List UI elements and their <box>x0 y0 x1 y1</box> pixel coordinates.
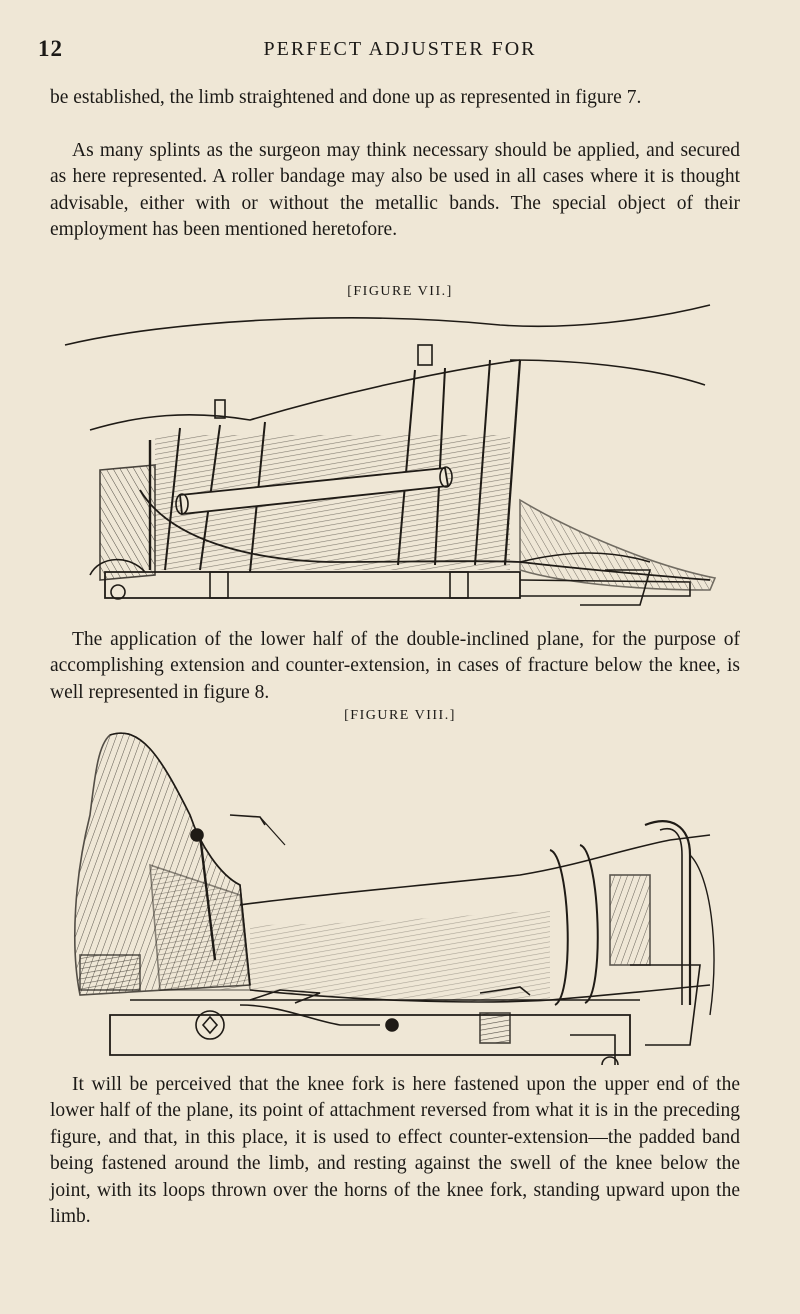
paragraph-knee-fork <box>50 1072 740 1230</box>
figure-7-caption: [FIGURE VII.] <box>347 284 453 299</box>
figure-7-illustration <box>50 300 750 615</box>
figure-8-caption: [FIGURE VIII.] <box>344 708 456 723</box>
paragraph-knee-fork-text: It will be perceived that the knee fork is here fastened upon the upper end of the lower half of the plane, its point of attachment reversed from what it is in the preceding figure, and that, in this place, it is used to effect counter-extension—the padded band being fastened around the limb, and resting against the swell of the knee below the joint, with its loops thrown over the horns of the knee fork, standing upward upon the limb. <box>50 1074 740 1228</box>
paragraph-intro: be established, the limb straightened and done up as represented in figure 7. <box>50 87 642 108</box>
page-number: 12 <box>38 36 63 61</box>
running-head: PERFECT ADJUSTER FOR <box>263 38 537 60</box>
paragraph-splints <box>50 138 740 244</box>
paragraph-inclined-plane <box>50 627 740 706</box>
figure-8-illustration <box>50 725 740 1065</box>
paragraph-splints-text: As many splints as the surgeon may think necessary should be applied, and secured as here represented. A roller bandage may also be used in all cases where it is thought advisable, either with or without the metallic bands. The special object of their employment has been mentioned heretofore. <box>50 140 740 241</box>
paragraph-inclined-plane-text: The application of the lower half of the double-inclined plane, for the purpose of accomplishing extension and counter-extension, in cases of fracture below the knee, is well represented in figure 8. <box>50 629 740 703</box>
